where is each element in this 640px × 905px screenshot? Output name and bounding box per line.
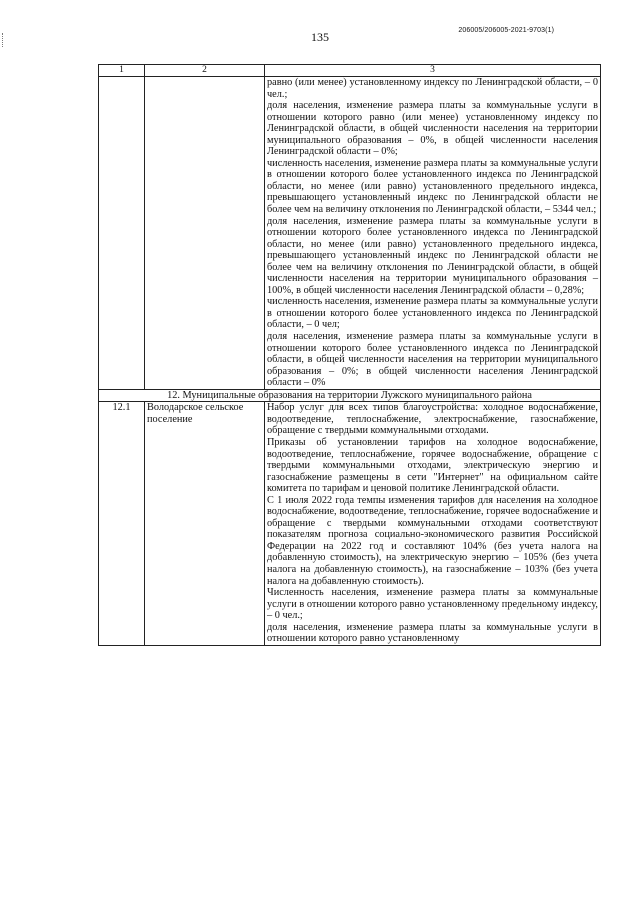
continuation-cell [265, 77, 601, 390]
paragraph: доля населения, изменение размера платы за коммунальные услуги в отношении которого равно (или менее) установленному индексу по Ленинградской области, в общей численности населения на территории муниципального образования – 0%, в общей численности населения Ленинградской области – 0%; [267, 100, 598, 158]
paragraph: доля населения, изменение размера платы за коммунальные услуги в отношении которого равно установленному [267, 621, 598, 645]
details-cell [265, 402, 601, 645]
paragraph: численность населения, изменение размера платы за коммунальные услуги в отношении которого более установленного индекса по Ленинградской области, но менее (или равно) установленного предельного индекса, превышающего установленный индекс по Ленинградской области не более чем на величину отклонения по Ленинградской области, – 5344 чел.; [267, 157, 598, 216]
paragraph: Численность населения, изменение размера платы за коммунальные услуги в отношении которого равно установленному предельному индексу, – 0 чел.; [267, 587, 598, 622]
paragraph: Набор услуг для всех типов благоустройства: холодное водоснабжение, водоотведение, теплоснабжение, электроснабжение, газоснабжение, обращение с твердыми коммунальными отходами. [267, 402, 598, 437]
paragraph: доля населения, изменение размера платы за коммунальные услуги в отношении которого более установленного индекса по Ленинградской области, но менее (или равно) установленного предельного индекса, превышающего установленный индекс по Ленинградской области не более чем на величину отклонения по Ленинградской области, в общей численности населения на территории муниципального образования – 100%, в общей численности населения Ленинградской области – 0,28%; [267, 215, 598, 296]
document-code: 206005/206005-2021-9703(1) [458, 27, 554, 34]
empty-cell [99, 77, 145, 390]
column-header: 2 [145, 65, 265, 77]
paragraph: равно (или менее) установленному индексу по Ленинградской области, – 0 чел.; [267, 77, 598, 100]
paragraph: численность населения, изменение размера платы за коммунальные услуги в отношении которого более установленного индекса по Ленинградской области, – 0 чел; [267, 296, 598, 331]
column-header: 1 [99, 65, 145, 77]
table-header-row [99, 65, 601, 77]
paragraph: С 1 июля 2022 года темпы изменения тарифов для населения на холодное водоснабжение, водоотведение, теплоснабжение, горячее водоснабжение и обращение с твердыми коммунальными отходами соответствуют показателям прогноза социально-экономического развития Российской Федерации на 2022 год и составляют 104% (без учета налога на добавленную стоимость), на электрическую энергию – 105% (без учета налога на добавленную стоимость), на газоснабжение – 103% (без учета налога на добавленную стоимость). [267, 494, 598, 587]
table-row [99, 402, 601, 645]
row-number: 12.1 [99, 402, 145, 645]
section-heading: 12. Муниципальные образования на территории Лужского муниципального района [99, 389, 601, 402]
section-row [99, 389, 601, 402]
table-row [99, 77, 601, 390]
data-table [98, 64, 601, 646]
empty-cell [145, 77, 265, 390]
municipality-name: Володарское сельское поселение [145, 402, 265, 645]
paragraph: доля населения, изменение размера платы за коммунальные услуги в отношении которого более установленного индекса по Ленинградской области, в общей численности населения на территории муниципального образования – 0%; в общей численности населения Ленинградской области – 0% [267, 331, 598, 389]
column-header: 3 [265, 65, 601, 77]
page-number: 135 [311, 30, 329, 44]
paragraph: Приказы об установлении тарифов на холодное водоснабжение, водоотведение, теплоснабжение, горячее водоснабжение, обращение с твердыми коммунальными отходами, электрическую энергию и газоснабжение размещены в сети "Интернет" на официальном сайте комитета по тарифам и ценовой политике Ленинградской области. [267, 436, 598, 495]
